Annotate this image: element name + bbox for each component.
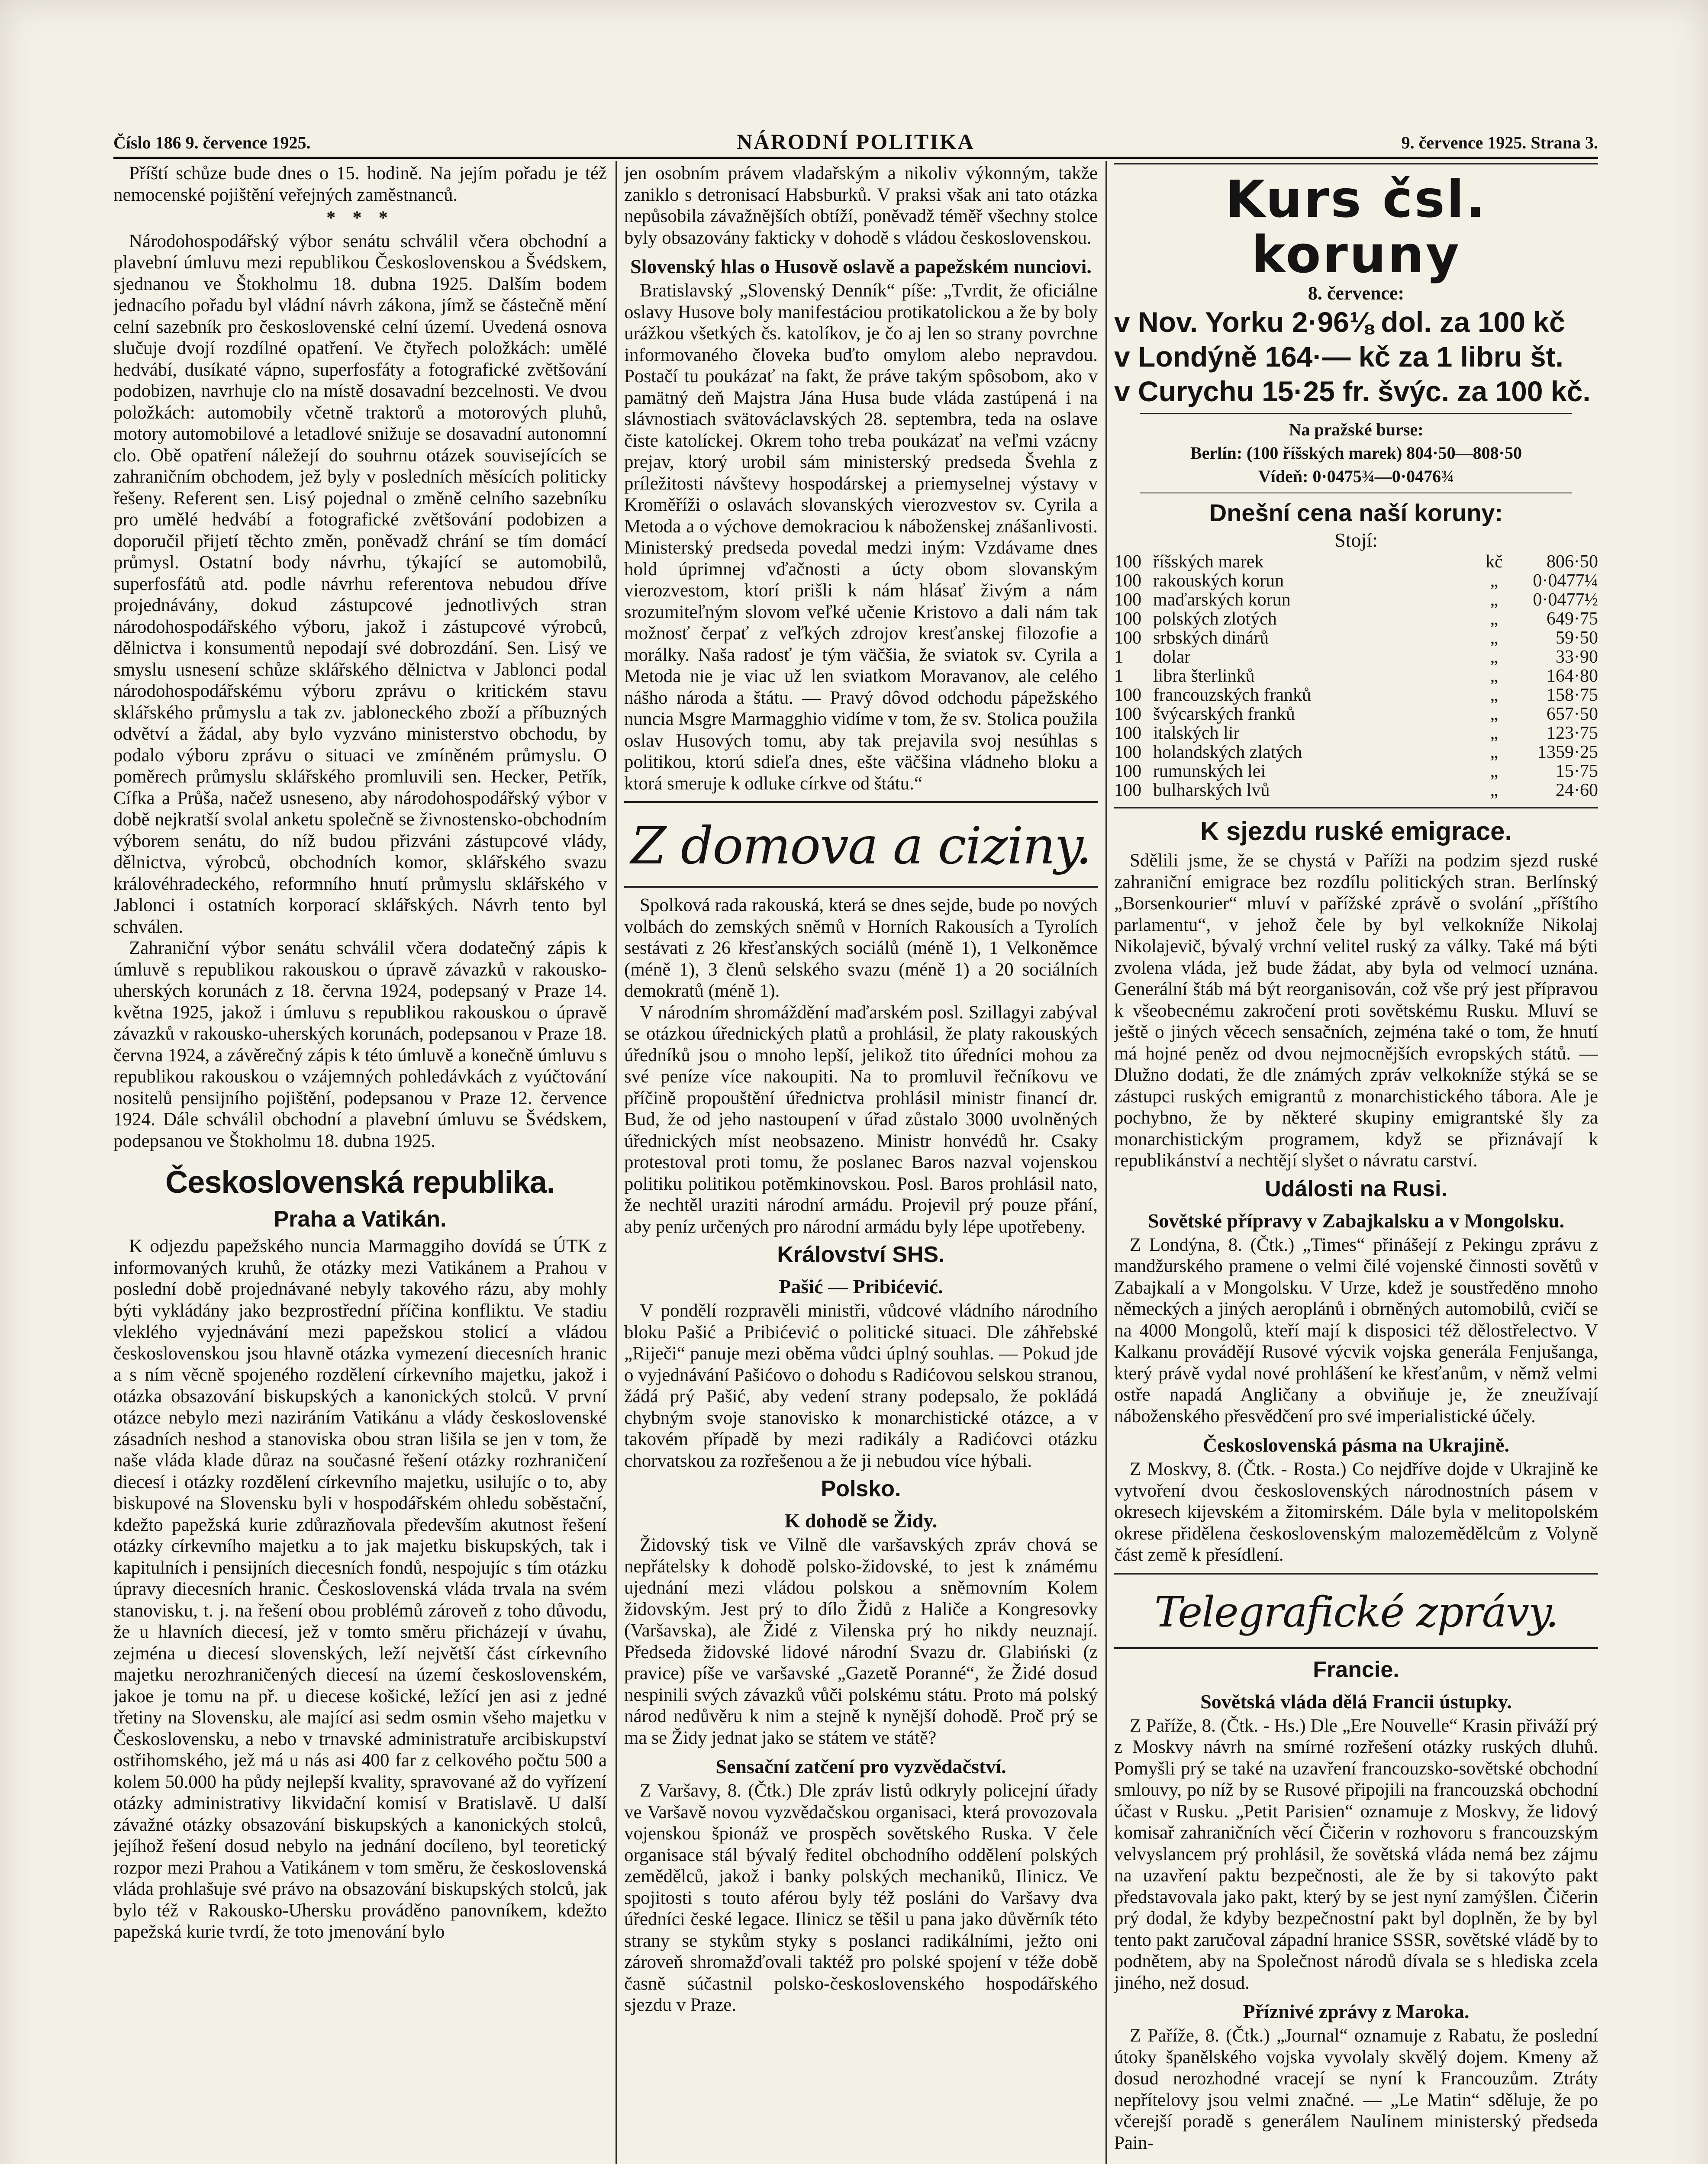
article-paragraph: V pondělí rozpravěli ministři, vůdcové vládního národního bloku Pašić a Pribićević o politické situaci. Dle záhřebské „Riječi“ panuje mezi oběma vůdci úplný souhlas. — Pokud jde o vyjednávání Pašićovo o dohodu s Radićovou selskou stranou, žádá prý Pašić, aby vedení strany podepsalo, že pokládá chybným svoje stanovisko k monarchistické otázce, a v takovém případě by mezi radikály a Radićovci otázku chorvatskou za rozřešenou a že ji nebudou více hýbali. — [624, 1301, 1098, 1471]
column-3 — [1114, 163, 1598, 2164]
currency-unit: „ — [1490, 571, 1499, 591]
article-heading: Sovětské přípravy v Zabajkalsku a v Mongolsku. — [1147, 1209, 1565, 1232]
article-paragraph: Bratislavský „Slovenský Denník“ píše: „Tvrdit, že oficiálne oslavy Husove boly manifestáciou protikatolickou a že by boly urážkou všetkých čs. katolíkov, je čo aj len so strany povrchne informovaného človeka buďto omylom alebo nepravdou. Postačí tu poukázať na fakt, že práve takým spôsobom, ako v pamätný deň Majstra Jána Husa bude vláda zastúpená i na slávnostiach svätováclavských 28. septembra, teda na oslave čiste katolíckej. Okrem toho treba poukázať na veľmi vzácny prejav, ktorý urobil sám ministerský predseda Švehla z príležitosti návštevy hospodárskej a priemyselnej výstavy v Kroměříži o oslavách slovanských vierozvestov sv. Cyrila a Metoda a o výchove demokraciou k náboženskej znášanlivosti. Ministerský predseda povedal medzi iným: Vzdávame dnes hold úprimnej vďačnosti a úcty obom slovanským vierozvestom, ktorí prišli k nám hlásať živým a nám srozumiteľným slovom veľké učenie Kristovo a dali nám tak možnosť čerpať z veľkých zdrojov kresťanskej filozofie a morálky. Naša radosť je tým väčšia, že sviatok sv. Cyrila a Metoda nie je viac už len sviatkom Moravanov, ale celého nášho národa a štátu. — Pravý dôvod odchodu pápežského nuncia Msgre Marmagghio vidíme v tom, že sv. Stolica použila oslav Husových tomu, aby tak prejavila svoj nesúhlas s politikou, ktorú sdieľa dnes, ešte väčšina vládneho bloku a ktorá smeruje k odluke církve od štátu.“ — [624, 280, 1098, 794]
currency-value: 0·0477¼ — [1533, 571, 1598, 591]
currency-name: švýcarských franků — [1153, 704, 1295, 724]
currency-name: rumunských lei — [1153, 761, 1266, 781]
currency-row — [1114, 686, 1598, 705]
article-paragraph: Z Paříže, 8. (Čtk.) „Journal“ oznamuje z Rabatu, že poslední útoky španělského vojska vyvolaly skvělý dojem. Kmeny až dosud nerozhodné vracejí se nyní k Francouzům. Ztráty nepřítelovy jsou velmi značné. — „Le Matin“ sděluje, že po včerejší poradě s generálem Naulinem ministerský předseda Pain- — [1114, 2026, 1598, 2153]
currency-row — [1114, 590, 1598, 609]
article-heading: Sensační zatčení pro vyzvědačství. — [715, 1755, 1006, 1778]
separator-stars: * * * — [326, 208, 394, 228]
currency-value: 158·75 — [1547, 685, 1598, 705]
article-paragraph: Židovský tisk ve Vilně dle varšavských zpráv chová se nepřátelsky k dohodě polsko-židovské, to jest k známému ujednání mezi vládou polskou a sněmovním Kolem židovským. Jest prý to dílo Židů z Haliče a Kongresovky (Varšavska), ale Židé z Vilenska prý ho nikdy neuznají. Předseda židovské lidové národní Svazu dr. Glabiński (z pravice) píše ve varšavské „Gazetě Poranné“, že Židé dosud nespinili svých závazků vůči polskému státu. Proto má polský národ nedůvěru k nim a stejně k nynější dohodě. Proč prý se ma se Židy jednat jako se státem ve státě? — [624, 1535, 1098, 1748]
section-heading: Polsko. — [821, 1476, 901, 1501]
currency-amount: 100 — [1114, 723, 1141, 743]
currency-value: 24·60 — [1556, 780, 1598, 800]
rule — [1140, 413, 1572, 414]
currency-unit: „ — [1490, 723, 1499, 743]
currency-amount: 100 — [1114, 552, 1141, 572]
section-heading-script: Z domova a ciziny. — [631, 816, 1091, 876]
currency-name: holandských zlatých — [1153, 742, 1302, 762]
currency-table — [1114, 552, 1598, 800]
crown-price-subheading: Stojí: — [1334, 529, 1378, 551]
currency-unit: „ — [1490, 742, 1499, 762]
currency-row — [1114, 667, 1598, 686]
currency-amount: 100 — [1114, 571, 1141, 591]
currency-amount: 1 — [1114, 647, 1123, 667]
article-paragraph: V národním shromáždění maďarském posl. Szillagyi zabýval se otázkou úřednických platů a prohlásil, že platy rakouských úředníků jsou o mnoho lepší, jelikož tito úředníci mohou za své peníze více nakoupiti. Na to promluvil řečníkovu ve příčině propouštění úřednictva prohlásil ministr financí dr. Bud, že od jeho nastoupení v úřad zůstalo 3000 uvolněných úřednických míst neobsazeno. Ministr honvédů hr. Csaky protestoval proti tomu, že poslanec Baros nazval vojenskou politiku politikou potěmkinovskou. Posl. Baros prohlásil nato, že nechtěl uraziti národní armádu. Projevil prý pouze přání, aby peníz určených pro národní armádu byly lépe upotřebeny. — [624, 1002, 1098, 1237]
rule — [1114, 163, 1598, 164]
rate-newyork: v Nov. Yorku 2·96⅛ dol. za 100 kč — [1114, 306, 1565, 338]
currency-amount: 100 — [1114, 761, 1141, 781]
currency-unit: „ — [1490, 685, 1499, 705]
article-paragraph: jen osobním právem vladařským a nikoliv výkonným, takže zaniklo s detronisací Habsburků. V praksi však ani tato otázka nepůsobila závažnějších obtíží, poněvadž téměř všechny stolce byly obsazovány fakticky v dohodě s vládou československou. — [624, 163, 1098, 248]
section-heading: Francie. — [1313, 1657, 1399, 1682]
masthead-title: NÁRODNÍ POLITIKA — [737, 129, 975, 154]
rule — [1114, 1647, 1598, 1649]
burse-berlin: Berlín: (100 říšských marek) 804·50—808·50 — [1190, 443, 1522, 463]
article-heading: K dohodě se Židy. — [784, 1510, 938, 1532]
rate-zurich: v Curychu 15·25 fr. švýc. za 100 kč. — [1114, 375, 1591, 407]
currency-value: 123·75 — [1547, 723, 1598, 743]
column-divider-1 — [616, 161, 617, 2164]
rule — [624, 801, 1098, 803]
currency-row — [1114, 724, 1598, 743]
currency-amount: 100 — [1114, 704, 1141, 724]
article-paragraph: Spolková rada rakouská, která se dnes sejde, bude po nových volbách do zemských sněmů v Horních Rakousích a Tyrolích sestávati z 26 křesťanských sociálů (méně 1), 1 Velkoněmce (méně 1), 3 členů selského svazu (méně 1) a 20 sociálních demokratů (méně 1). — [624, 895, 1098, 1001]
currency-unit: „ — [1490, 647, 1499, 667]
currency-value: 806·50 — [1547, 552, 1598, 572]
rate-london: v Londýně 164·— kč za 1 libru št. — [1114, 341, 1563, 373]
column-2 — [624, 163, 1098, 2164]
section-heading: Události na Rusi. — [1265, 1176, 1447, 1201]
article-heading: Sovětská vláda dělá Francii ústupky. — [1200, 1690, 1512, 1713]
currency-row — [1114, 552, 1598, 571]
article-paragraph: Z Moskvy, 8. (Čtk. - Rosta.) Co nejdříve dojde v Ukrajině ke vytvoření dvou československých národnostních pásem v okresech kijevském a žitomirském. Dále byla v melitopolském okrese přidělena československým malozemědělcům z Volyně část země k přesídlení. — [1114, 1459, 1598, 1565]
currency-value: 164·80 — [1547, 666, 1598, 686]
exchange-rate-heading: Kurs čsl. koruny — [1225, 169, 1487, 284]
burse-heading: Na pražské burse: — [1289, 420, 1424, 439]
currency-name: dolar — [1153, 647, 1191, 667]
currency-name: libra šterlinků — [1153, 666, 1255, 686]
currency-value: 0·0477½ — [1533, 590, 1598, 610]
article-paragraph: Národohospodářský výbor senátu schválil včera obchodní a plavební úmluvu mezi republikou Československou a Švédskem, sjednanou ve Štokholmu 18. dubna 1925. Dalším bodem jednacího pořadu byl vládní návrh zákona, jímž se částečně mění celní sazebník pro československé celní území. Uvedená osnova slučuje dvojí rozdílné opatření. Ve čtyřech položkách: umělé hedvábí, dusíkaté vápno, superfosfáty a fotografické zvětšování podobizen, navrhuje clo na místě dosavadní bezcelnosti. Ve dvou položkách: automobily včetně traktorů a motorových pluhů, motory automobilové a letadlové snižuje se dosavadní autonomní clo. Obě opatření náležejí do souhrnu otázek souvisejících se zahraničním obchodem, jež byly v posledních měsících politicky řešeny. Referent sen. Lisý pojednal o změně celního sazebníku pro umělé hedvábí a fotografické zvětšování podobizen a doporučil přijetí těchto změn, poněvadž chrání se tím domácí průmysl. Ostatní body návrhu, týkající se automobilů, superfosfátů atd. podle návrhu referentova nebudou dříve projednávány, dokud zástupcové jednotlivých stran národohospodářského výboru, jakož i zástupcové výrobců, dělnictva i konsumentů nepodají své dobrozdání. Sen. Lisý ve smyslu usnesení schůze sklářského dělnictva v Jablonci podal národohospodářskému výboru zprávu o kritickém stavu sklářského průmyslu a tak zv. jabloneckého zboží a příbuzných odvětví a žádal, aby bylo vyzváno ministerstvo obchodu, by podalo výboru zprávu o situaci ve zmíněném průmyslu. O poměrech průmyslu sklářského promluvili sen. Hecker, Petřík, Cífka a Průša, načež usneseno, aby národohospodářský výbor v době nejkratší svolal anketu společně se živnostensko-obchodním výborem senátu, do níž budou přizváni zástupcové vlády, dělnictva, výrobců, obchodních komor, sklářského svazu královéhradeckého, reformního hnutí průmyslu sklářského v Jablonci i ostatních korporací sklářských. Návrh tento byl schválen. — [113, 231, 607, 937]
article-paragraph: Příští schůze bude dnes o 15. hodině. Na jejím pořadu je též nemocenské pojištění veřejných zaměstnanců. — [113, 163, 607, 205]
currency-amount: 100 — [1114, 628, 1141, 648]
article-heading: Československá pásma na Ukrajině. — [1203, 1434, 1509, 1456]
currency-unit: „ — [1490, 761, 1499, 781]
header-rule — [113, 157, 1598, 159]
currency-amount: 100 — [1114, 590, 1141, 610]
article-paragraph: Z Paříže, 8. (Čtk. - Hs.) Dle „Ere Nouvelle“ Krasin přiváží prý z Moskvy návrh na smírné rozřešení otázky ruských dluhů. Pomyšli prý se také na uzavření francouzsko-sovětské obchodní smlouvy, po níž by se Rusové připojili na francouzská obchodní účast v Rusku. „Petit Parisien“ oznamuje z Moskvy, že lidový komisař zahraničních věcí Čičerin v rozhovoru s francouzským velvyslancem prý prohlásil, že sovětská vláda nemá bez zájmu na uzavření paktu bezpečnosti, ale že by si takovýto pakt představovala jako pakt, který by se jest nyní zamýšlen. Čičerin prý dodal, že kdyby bezpečnostní pakt byl doplněn, že by byl tento pakt zaručoval západní hranice SSSR, sovětské vládě by to podnětem, aby na Společnost národů dívala se s hlediska zcela jiného, než dosud. — [1114, 1715, 1598, 1993]
column-1 — [113, 163, 607, 2164]
currency-unit: „ — [1490, 628, 1499, 648]
currency-row — [1114, 571, 1598, 590]
currency-row — [1114, 743, 1598, 762]
currency-value: 15·75 — [1556, 761, 1598, 781]
article-paragraph: K odjezdu papežského nuncia Marmaggiho dovídá se ÚTK z informovaných kruhů, že otázky mezi Vatikánem a Prahou v poslední době projednávané nebyly takového rázu, aby mohly býti vykládány jako bezprostřední příčina konfliktu. Ve stadiu vleklého vyjednávání mezi papežskou stolicí a vládou československou jsou hlavně otázka vymezení diecesních hranic a s ním věcně spojeného rozdělení církevního majetku, jakož i otázka obsazování biskupských a kanonických stolců. V první otázce nebylo mezi naziráním Vatikánu a vlády československé zásadních neshod a stanoviska obou stran lišila se jen v tom, že naše vláda klade důraz na současné řešení otázky rozhraničení diecesí i otázky rozdělení církevního majetku, usilujíc o to, aby biskupové na Slovensku byli v hospodářském ohledu soběstační, kdežto papežská kurie zdůrazňovala především akutnost řešení otázky církevního majetku a to jak majetku biskupských, tak i kapitulních i pensijních diecesních fondů, nespojujíc s tím otázku úpravy diecesních hranic. Československá vláda trvala na svém stanovisku, t. j. na řešení obou problémů zároveň z toho důvodu, že u hlavních diecesí, jež v tomto směru přicházejí v úvahu, zejména u diecesí slovenských, leží největší část církevního majetku nerozhraničených diecesí na území československém, jakoe je tomu na př. u diecese košické, ležící jen asi z jedné třetiny na Slovensku, ale mající asi sedm osmin všeho majetku v Československu, a nebo v trnavské administratuře arcibiskupství ostřihomského, jež má u nás asi 400 far z celkového počtu 500 a kolem 50.000 ha půdy nejlepší kvality, spravované až do vyřízení otázky administrativy likvidační komisí v Bratislavě. U další závažné otázky obsazování biskupských a kanonických stolců, jejíhož řešení dosud nebylo na jednání docíleno, byl teoretický rozpor mezi Prahou a Vatikánem v tom směru, že československá vláda prohlašuje své právo na obsazování biskupských stolců, jak bylo též v Rakousko-Uhersku prováděno panovníkem, kdežto papežská kurie tvrdí, že toto jmenování bylo — [113, 1236, 607, 1942]
article-paragraph: Zahraniční výbor senátu schválil včera dodatečný zápis k úmluvě s republikou rakouskou o úpravě závazků v rakousko-uherských korunách z 18. června 1924, podepsaný v Praze 14. května 1925, jakož i úmluvu s republikou rakouskou o úpravě závazků v rakousko-uherských korunách, podepsanou v Praze 18. června 1924, a závěrečný zápis k této úmluvě a konečně úmluvu s republikou rakouskou o vzájemných pohledávkách z vyúčtování nositelů pensijního pojištění, podepsanou v Praze 12. července 1924. Dále schválil obchodní a plavební úmluvu se Švédskem, podepsanou ve Štokholmu 18. dubna 1925. — [113, 938, 607, 1151]
currency-amount: 100 — [1114, 780, 1141, 800]
currency-row — [1114, 705, 1598, 724]
section-heading: Československá republika. — [165, 1165, 555, 1200]
article-paragraph: Z Varšavy, 8. (Čtk.) Dle zpráv listů odkryly policejní úřady ve Varšavě novou vyzvědačskou organisaci, která provozovala vojenskou špionáž ve prospěch sovětského Ruska. V čele organisace stál bývalý ředitel obchodního oddělení polských zemědělců, jakož i banky polských mechaniků, Ilinicz. Ve spojitosti s touto aférou byly též posláni do Varšavy dva úředníci české legace. Ilinicz se těšil u pana jako důvěrník této strany se stykům styky s poslanci radikálními, ježto oni zároveň shromažďovali taktéž pro polské spojení v téže době časně súčastnil polsko-československého hospodářského sjezdu v Praze. — [624, 1781, 1098, 2015]
currency-unit: „ — [1490, 590, 1499, 610]
currency-name: rakouských korun — [1153, 571, 1284, 591]
currency-name: maďarských korun — [1153, 590, 1291, 610]
header-issue: Číslo 186 9. července 1925. — [113, 133, 311, 152]
currency-value: 33·90 — [1556, 647, 1598, 667]
crown-price-heading: Dnešní cena naší koruny: — [1209, 499, 1503, 526]
article-paragraph: Z Londýna, 8. (Čtk.) „Times“ přinášejí z Pekingu zprávu z mandžurského pramene o velmi čilé vojenské činnosti sovětů v Zabajkalí a v Mongolsku. V Urze, kdež je soustředěno mnoho německých a jiných aeroplánů i obrněných automobilů, cvičí se na 4000 Mongolů, kteří mají k disposici též dělostřelectvo. V Kalkanu provádějí Rusové výcvik vojska generála Fenjušanga, který právě vydal nové prohlášení ke křesťanům, v němž velmi ostře napadá Angličany a obviňuje je, že zneužívají náboženského přesvědčení pro své imperialistické účely. — [1114, 1234, 1598, 1427]
currency-amount: 1 — [1114, 666, 1123, 686]
header-page: 9. července 1925. Strana 3. — [1401, 133, 1598, 152]
currency-name: polských zlotých — [1153, 609, 1277, 629]
article-heading: K sjezdu ruské emigrace. — [1200, 817, 1512, 846]
currency-value: 657·50 — [1547, 704, 1598, 724]
currency-value: 1359·25 — [1537, 742, 1598, 762]
currency-row — [1114, 781, 1598, 800]
currency-row — [1114, 609, 1598, 628]
rule — [1114, 1573, 1598, 1575]
currency-unit: kč — [1486, 552, 1503, 572]
burse-vienna: Vídeň: 0·0475¾—0·0476¾ — [1258, 467, 1454, 486]
section-heading-script: Telegrafické zprávy. — [1154, 1588, 1558, 1636]
currency-name: srbských dinárů — [1153, 628, 1269, 648]
currency-name: francouzských franků — [1153, 685, 1311, 705]
article-heading: Praha a Vatikán. — [274, 1207, 447, 1232]
rule — [1114, 807, 1598, 808]
currency-amount: 100 — [1114, 609, 1141, 629]
page-header — [113, 129, 1598, 155]
article-heading: Pašić — Pribićević. — [779, 1275, 943, 1298]
currency-unit: „ — [1490, 704, 1499, 724]
article-heading: Příznivé zprávy z Maroka. — [1243, 2000, 1470, 2022]
currency-value: 59·50 — [1556, 628, 1598, 648]
currency-row — [1114, 762, 1598, 781]
currency-name: říšských marek — [1153, 552, 1264, 572]
section-heading: Království SHS. — [777, 1242, 945, 1267]
currency-value: 649·75 — [1547, 609, 1598, 629]
currency-row — [1114, 647, 1598, 667]
currency-unit: „ — [1490, 780, 1499, 800]
currency-name: bulharských lvů — [1153, 780, 1270, 800]
currency-unit: „ — [1490, 666, 1499, 686]
rule — [624, 886, 1098, 888]
currency-amount: 100 — [1114, 685, 1141, 705]
currency-unit: „ — [1490, 609, 1499, 629]
article-heading: Slovenský hlas o Husově oslavě a papežském nunciovi. — [630, 255, 1092, 277]
exchange-rate-date: 8. července: — [1308, 283, 1405, 304]
currency-row — [1114, 628, 1598, 647]
article-paragraph: Sdělili jsme, že se chystá v Paříži na podzim sjezd ruské zahraniční emigrace bez rozdílu politických stran. Berlínský „Borsenkourier“ mluví v pařížské zprávě o svolání „příštího parlamentu“, v jehož čele by byl velkokníže Nikolaj Nikolajevič, bývalý vrchní velitel ruský za války. Také má býti zvolena vláda, jež bude žádat, aby byla od velmocí uznána. Generální štáb má být reorganisován, což vše prý jest přípravou k všeobecnému zakročení proti sovětskému Rusku. Mluví se ještě o jiných věcech sensačních, zejména také o tom, že hnutí má hojné peněz od dvou nejmocnějších evropských států. — Dlužno dodati, že dle známých zpráv velkokníže stýká se se zástupci ruských emigrantů z monarchistického tábora. Ale je pochybno, že by některé skupiny emigrantské šly za monarchistickým programem, když se přiznávají k republikánství a nechtějí slyšet o návratu carství. — [1114, 850, 1598, 1171]
column-divider-2 — [1105, 161, 1107, 2164]
currency-name: italských lir — [1153, 723, 1240, 743]
currency-amount: 100 — [1114, 742, 1141, 762]
